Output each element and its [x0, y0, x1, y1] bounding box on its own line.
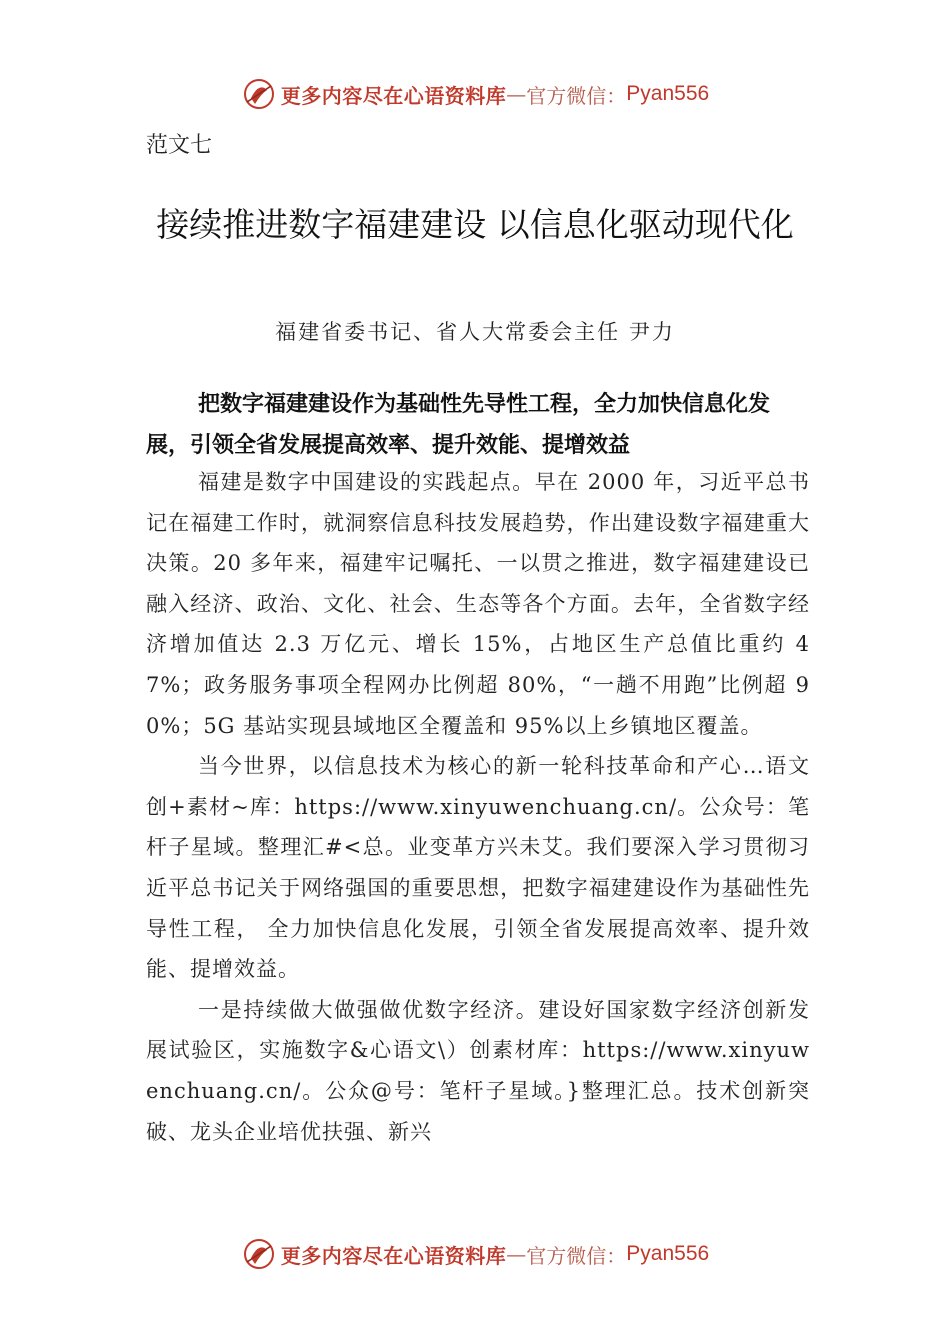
- document-label: 范文七: [146, 133, 213, 158]
- brand-logo-icon: [241, 1236, 277, 1272]
- banner-dash: —: [506, 1242, 527, 1266]
- page-title: 接续推进数字福建建设 以信息化驱动现代化: [156, 205, 794, 244]
- banner-main-text: 更多内容尽在心语资料库: [280, 83, 507, 108]
- banner-wechat-id: Pyan556: [626, 1242, 710, 1265]
- footer-watermark-banner: [0, 1232, 950, 1276]
- header-watermark-banner: [0, 72, 950, 116]
- paragraph: 一是持续做大做强做优数字经济。建设好国家数字经济创新发展试验区，实施数字&心语文\）创素材库：https://www.xinyuwenchuang.cn/。公众@号：笔杆子星域。}整理汇总。技术创新突破、龙头企业培优扶强、新兴: [146, 997, 810, 1144]
- banner-wechat-id: Pyan556: [626, 82, 710, 105]
- article-body: [146, 462, 810, 1152]
- author-line: 福建省委书记、省人大常委会主任 尹力: [275, 320, 675, 344]
- paragraph: 福建是数字中国建设的实践起点。早在 2000 年，习近平总书记在福建工作时，就洞察信息科技发展趋势，作出建设数字福建重大决策。20 多年来，福建牢记嘱托、一以贯之推进，数字福建建设已融入经济、政治、文化、社会、生态等各个方面。去年，全省数字经济增加值达 2.3 万亿元、增长 15%，占地区生产总值比重约 47%；政务服务事项全程网办比例超 80%，“一趟不用跑”比例超 90%；5G 基站实现县域地区全覆盖和 95%以上乡镇地区覆盖。: [146, 470, 810, 738]
- brand-logo-icon: [241, 76, 277, 112]
- banner-sub-text: 官方微信：: [526, 83, 627, 108]
- banner-sub-text: 官方微信：: [526, 1243, 627, 1268]
- banner-main-text: 更多内容尽在心语资料库: [280, 1243, 507, 1268]
- banner-dash: —: [506, 82, 527, 106]
- lead-heading: 把数字福建建设作为基础性先导性工程，全力加快信息化发展，引领全省发展提高效率、提升效能、提增效益: [146, 392, 771, 458]
- paragraph: 当今世界，以信息技术为核心的新一轮科技革命和产心…语文创+素材~库：https://www.xinyuwenchuang.cn/。公众号：笔杆子星域。整理汇#<总。业变革方兴未艾。我们要深入学习贯彻习近平总书记关于网络强国的重要思想，把数字福建建设作为基础性先导性工程， 全力加快信息化发展，引领全省发展提高效率、提升效能、提增效益。: [146, 754, 810, 982]
